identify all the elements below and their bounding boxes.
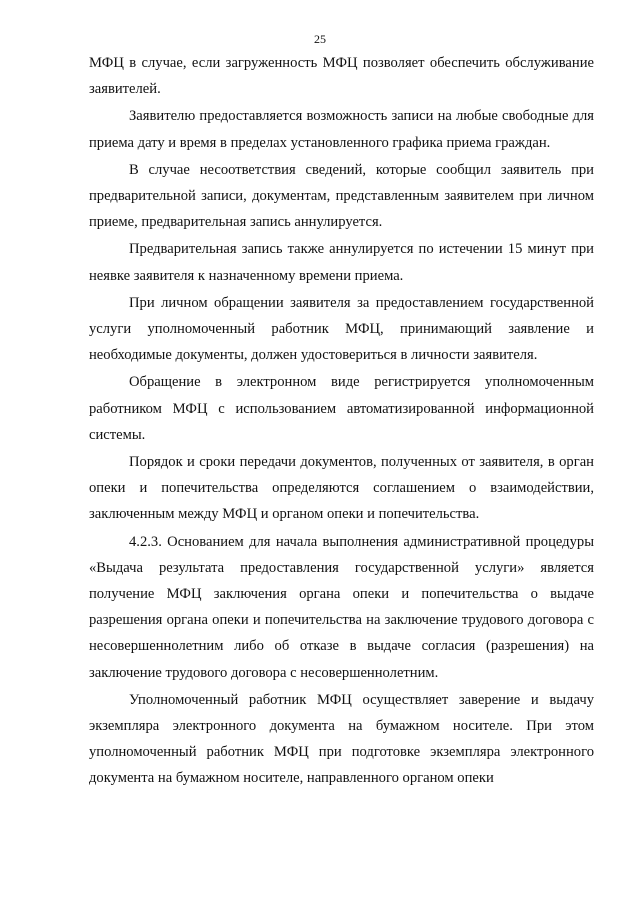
paragraph-5: При личном обращении заявителя за предоставлением государственной услуги уполномоченный работник МФЦ, принимающий заявление и необходимые документы, должен удостовериться в личности заявителя. bbox=[89, 294, 594, 364]
paragraph-4: Предварительная запись также аннулируется по истечении 15 минут при неявке заявителя к назначенному времени приема. bbox=[89, 241, 594, 284]
paragraph-7: Порядок и сроки передачи документов, полученных от заявителя, в орган опеки и попечительства определяются соглашением о взаимодействии, заключенным между МФЦ и органом опеки и попечительства. bbox=[89, 454, 594, 523]
paragraph-9: Уполномоченный работник МФЦ осуществляет заверение и выдачу экземпляра электронного документа на бумажном носителе. При этом уполномоченный работник МФЦ при подготовке экземпляра электронного документа на бумажном носителе, направленного органом опеки bbox=[89, 691, 594, 787]
paragraph-2: Заявителю предоставляется возможность записи на любые свободные для приема дату и время в пределах установленного графика приема граждан. bbox=[89, 108, 594, 151]
page-number: 25 bbox=[314, 32, 326, 46]
paragraph-3: В случае несоответствия сведений, которые сообщил заявитель при предварительной записи, документам, представленным заявителем при личном приеме, предварительная запись аннулируется. bbox=[89, 161, 594, 231]
paragraph-1: МФЦ в случае, если загруженность МФЦ позволяет обеспечить обслуживание заявителей. bbox=[89, 55, 594, 98]
document-body bbox=[89, 50, 594, 792]
paragraph-8: 4.2.3. Основанием для начала выполнения административной процедуры «Выдача результата предоставления государственной услуги» является получение МФЦ заключения органа опеки и попечительства о выдаче разрешения органа опеки и попечительства на заключение трудового договора с несовершеннолетним либо об отказе в выдаче согласия (разрешения) на заключение трудового договора с несовершеннолетним. bbox=[89, 533, 594, 681]
paragraph-6: Обращение в электронном виде регистрируется уполномоченным работником МФЦ с использованием автоматизированной информационной системы. bbox=[89, 374, 594, 443]
